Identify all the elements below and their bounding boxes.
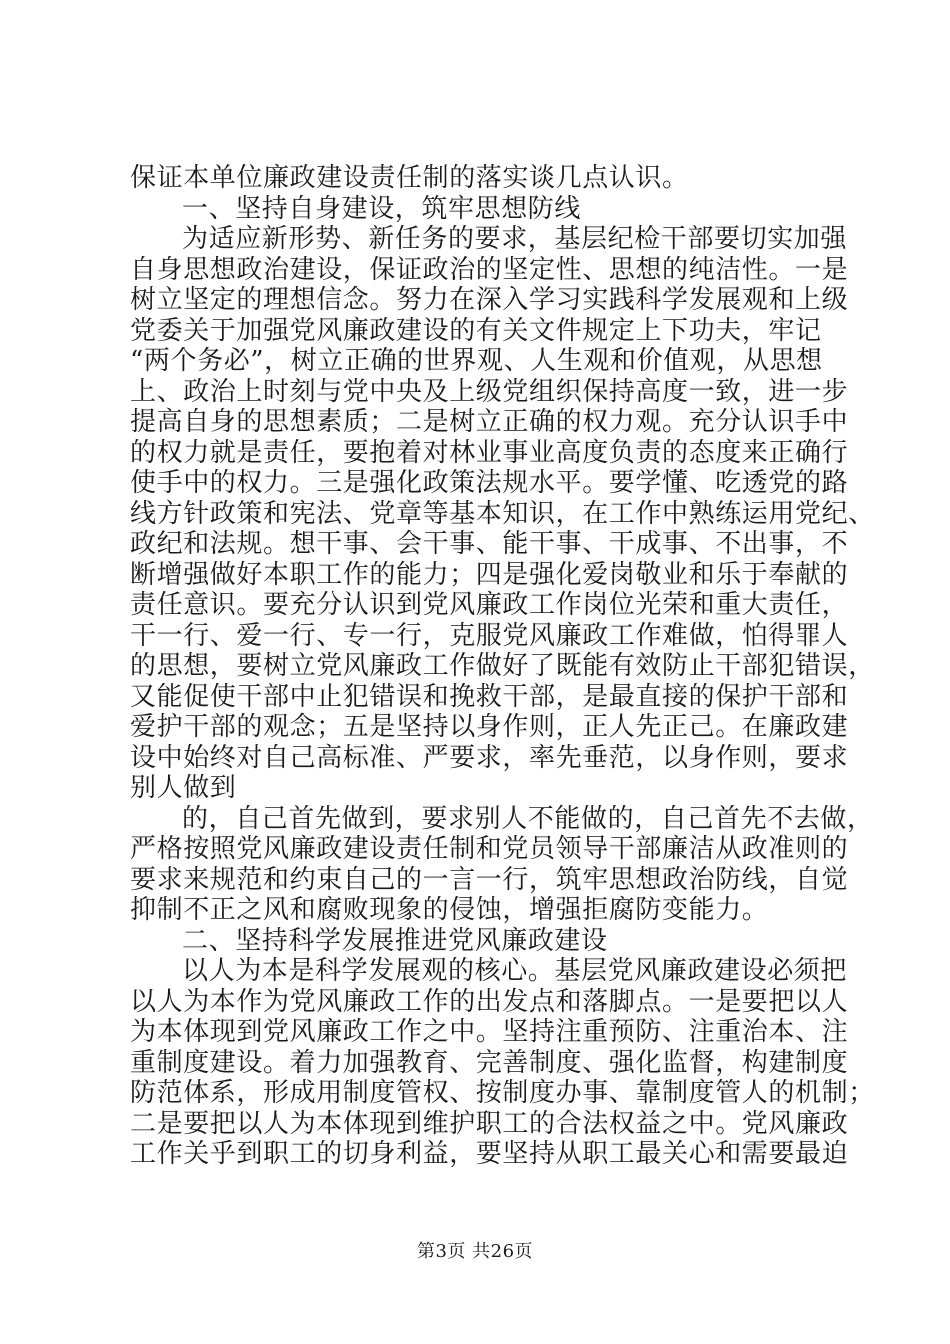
body-text-line: 爱护干部的观念；五是坚持以身作则，正人先正己。在廉政建 (130, 712, 849, 742)
body-text-line: 的思想，要树立党风廉政工作做好了既能有效防止干部犯错误， (130, 651, 875, 681)
body-text-line: 的权力就是责任，要抱着对林业事业高度负责的态度来正确行 (130, 437, 849, 468)
body-text-line: 上、政治上时刻与党中央及上级党组织保持高度一致，进一步 (130, 376, 849, 407)
body-text-line: “两个务必”，树立正确的世界观、人生观和价值观，从思想 (130, 346, 823, 376)
body-text-line: 以人为本是科学发展观的核心。基层党风廉政建设必须把 (182, 956, 848, 986)
body-text-line: 以人为本作为党风廉政工作的出发点和落脚点。一是要把以人 (130, 986, 849, 1017)
body-text-line: 自身思想政治建设，保证政治的坚定性、思想的纯洁性。一是 (130, 254, 849, 285)
body-text-line: 责任意识。要充分认识到党风廉政工作岗位光荣和重大责任， (130, 590, 849, 620)
body-text-line: 防范体系，形成用制度管权、按制度办事、靠制度管人的机制； (130, 1078, 875, 1108)
body-text-line: 断增强做好本职工作的能力；四是强化爱岗敬业和乐于奉献的 (130, 559, 849, 590)
body-text-line: 提高自身的思想素质；二是树立正确的权力观。充分认识手中 (130, 407, 849, 437)
body-text-line: 政纪和法规。想干事、会干事、能干事、干成事、不出事，不 (130, 529, 849, 559)
body-text-line: 严格按照党风廉政建设责任制和党员领导干部廉洁从政准则的 (130, 834, 849, 864)
body-text-line: 又能促使干部中止犯错误和挽救干部，是最直接的保护干部和 (130, 681, 849, 712)
body-text-line: 树立坚定的理想信念。努力在深入学习实践科学发展观和上级 (130, 285, 849, 315)
body-text-line: 为适应新形势、新任务的要求，基层纪检干部要切实加强 (182, 224, 848, 254)
body-text-line: 为本体现到党风廉政工作之中。坚持注重预防、注重治本、注 (130, 1017, 849, 1047)
body-text-line: 要求来规范和约束自己的一言一行，筑牢思想政治防线，自觉 (130, 864, 849, 895)
page-footer: 第3页 共26页 (416, 1241, 534, 1262)
body-text-line: 抑制不正之风和腐败现象的侵蚀，增强拒腐防变能力。 (130, 895, 769, 925)
body-text-line: 别人做到 (130, 773, 237, 803)
body-text-line: 使手中的权力。三是强化政策法规水平。要学懂、吃透党的路 (130, 468, 849, 498)
body-text-line: 党委关于加强党风廉政建设的有关文件规定上下功夫，牢记 (130, 315, 822, 346)
document-body (130, 163, 875, 1170)
body-text-line: 干一行、爱一行、专一行，克服党风廉政工作难做，怕得罪人 (130, 620, 849, 651)
body-text-line: 线方针政策和宪法、党章等基本知识，在工作中熟练运用党纪、 (130, 498, 875, 529)
body-text-line: 二是要把以人为本体现到维护职工的合法权益之中。党风廉政 (130, 1108, 849, 1139)
body-text-line: 设中始终对自己高标准、严要求，率先垂范，以身作则，要求 (130, 742, 849, 773)
section-heading: 一、坚持自身建设，筑牢思想防线 (182, 193, 582, 224)
body-text-line: 保证本单位廉政建设责任制的落实谈几点认识。 (130, 163, 689, 193)
body-text-line: 重制度建设。着力加强教育、完善制度、强化监督，构建制度 (130, 1047, 849, 1078)
body-text-line: 的，自己首先做到，要求别人不能做的，自己首先不去做， (182, 803, 874, 834)
body-text-line: 工作关乎到职工的切身利益，要坚持从职工最关心和需要最迫 (130, 1139, 849, 1169)
section-heading: 二、坚持科学发展推进党风廉政建设 (182, 925, 608, 956)
